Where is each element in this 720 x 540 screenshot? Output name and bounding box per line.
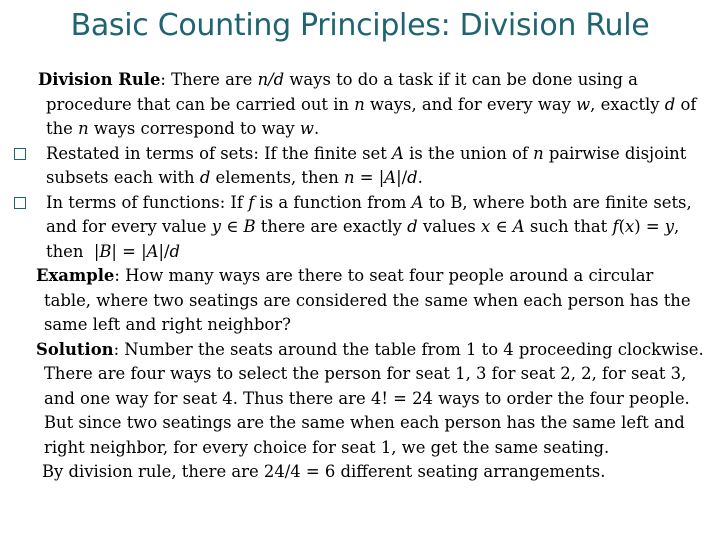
slide-title: Basic Counting Principles: Division Rule: [70, 8, 650, 43]
math-var: A: [392, 143, 404, 163]
text-run: , then |: [46, 217, 685, 261]
conclusion-paragraph: [14, 460, 704, 485]
math-var: d: [169, 241, 180, 261]
division-rule-label: Division Rule: [38, 70, 161, 89]
math-var: y: [211, 217, 221, 236]
text-run: (: [618, 217, 625, 236]
math-var: A: [512, 217, 525, 236]
math-var: A: [146, 241, 159, 261]
math-var: B: [243, 217, 256, 236]
sets-bullet: [14, 142, 704, 191]
text-run: = |: [354, 168, 385, 187]
math-var: B: [99, 241, 112, 261]
bullet-box-icon: [14, 148, 26, 160]
text-run: is the union of: [403, 143, 534, 163]
math-var: d: [199, 168, 211, 187]
math-var: d: [664, 94, 676, 114]
text-run: ∈: [490, 217, 513, 236]
text-run: ways to do a task if it can be done using a procedure that can be carried out in: [46, 70, 638, 114]
text-run: pairwise disjoint subsets each with: [46, 143, 687, 187]
text-run: values: [417, 217, 481, 236]
text-run: of the: [46, 94, 697, 138]
math-var: f: [248, 192, 255, 212]
division-rule-paragraph: [14, 68, 704, 142]
text-run: ways correspond to way: [88, 119, 300, 138]
text-run: ways, and for every way: [364, 94, 577, 114]
text-run: | = |: [111, 241, 147, 261]
text-run: : There are: [160, 70, 258, 89]
math-var: n: [533, 143, 544, 163]
math-var: n: [78, 119, 89, 138]
text-run: In terms of functions: If: [46, 192, 249, 212]
math-var: A: [411, 192, 424, 212]
text-run: |/: [396, 168, 408, 187]
math-var: x: [480, 217, 491, 236]
math-var: d: [407, 217, 418, 236]
text-run: is a function from: [254, 192, 412, 212]
text-run: |/: [158, 241, 170, 261]
bullet-box-icon: [14, 197, 26, 209]
text-run: Restated in terms of sets: If the finite set: [46, 143, 393, 163]
example-text: : How many ways are there to seat four people around a circular table, where two seatings are considered the same when each person has the same left and right neighbor?: [44, 266, 691, 334]
math-var: w: [576, 94, 591, 114]
text-run: .: [313, 119, 320, 138]
math-var: x: [624, 217, 635, 236]
math-var: n: [344, 168, 355, 187]
solution-paragraph: [14, 338, 704, 461]
text-run: ∈: [220, 217, 244, 236]
math-var: A: [384, 168, 397, 187]
math-var: w: [299, 119, 314, 138]
slide-body: [14, 68, 704, 485]
conclusion-text: By division rule, there are 24/4 = 6 different seating arrangements.: [42, 462, 606, 481]
text-run: .: [417, 168, 423, 187]
example-paragraph: [14, 264, 704, 338]
math-var: n/d: [257, 70, 285, 89]
text-run: , exactly: [590, 94, 665, 114]
math-var: f: [612, 217, 619, 236]
text-run: to B, where both are finite sets, and for every value: [46, 192, 692, 236]
math-var: y: [664, 217, 675, 236]
example-label: Example: [36, 266, 115, 285]
functions-bullet: [14, 191, 704, 265]
math-var: d: [407, 168, 418, 187]
text-run: elements, then: [210, 168, 345, 187]
text-run: there are exactly: [255, 217, 408, 236]
text-run: ) =: [634, 217, 665, 236]
solution-text: : Number the seats around the table from 1 to 4 proceeding clockwise. There are four ways to select the person for seat 1, 3 for seat 2, 2, for seat 3, and one way for seat 4. Thus there are 4! = 24 ways to order the four people. But since two seatings are the same when each person has the same left and right neighbor, for every choice for seat 1, we get the same seating.: [44, 339, 704, 457]
solution-label: Solution: [36, 339, 114, 359]
text-run: such that: [524, 217, 613, 236]
math-var: n: [354, 94, 365, 114]
